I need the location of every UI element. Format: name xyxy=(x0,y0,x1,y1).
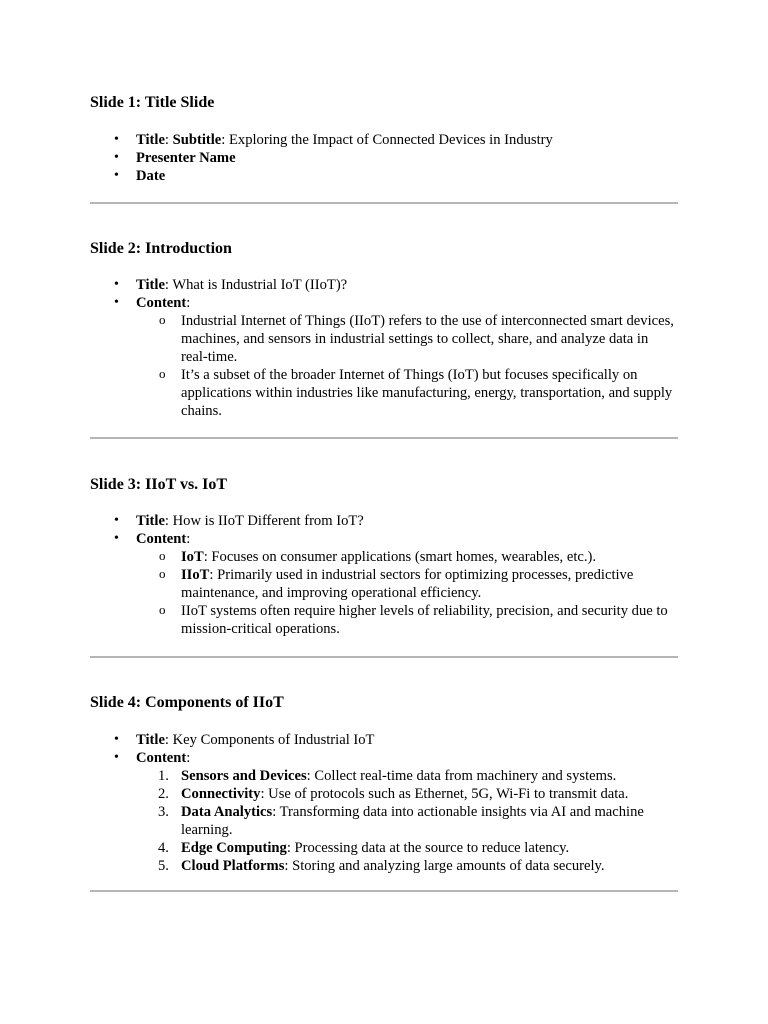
list-item: 1. Sensors and Devices: Collect real-time data from machinery and systems. xyxy=(158,768,617,784)
list-item: • Title: Subtitle: Exploring the Impact of Connected Devices in Industry xyxy=(90,131,678,149)
list-item: • Title: What is Industrial IoT (IIoT)? xyxy=(90,276,678,294)
list-item: • Content: o Industrial Internet of Things (IIoT) refers to the use of interconnected smart devices, machines, and sensors in industrial settings to collect, share, and analyze data in real-time. o It’s a subset of the broader Internet of Things (IoT) but focuses specifically on applications within industries like manufacturing, energy, transportation, and supply chains. xyxy=(90,294,678,420)
slide-1-heading: Slide 1: Title Slide xyxy=(90,94,215,111)
slide-2-section xyxy=(90,239,678,259)
slide-2-heading: Slide 2: Introduction xyxy=(90,240,232,257)
list-item: o Industrial Internet of Things (IIoT) refers to the use of interconnected smart devices, machines, and sensors in industrial settings to collect, share, and analyze data in real-time. xyxy=(136,312,678,366)
slide-3-bullets xyxy=(90,512,678,638)
slide-2-subitems xyxy=(136,312,678,420)
slide-3-heading: Slide 3: IIoT vs. IoT xyxy=(90,476,228,493)
slide-4-numbered-list xyxy=(136,767,678,875)
slide-1-section xyxy=(90,93,678,113)
list-item: o It’s a subset of the broader Internet of Things (IoT) but focuses specifically on applications within industries like manufacturing, energy, transportation, and supply chains. xyxy=(136,366,678,420)
list-item: 2. Connectivity: Use of protocols such as Ethernet, 5G, Wi-Fi to transmit data. xyxy=(158,786,629,802)
slide-1-bullets xyxy=(90,131,678,185)
divider xyxy=(90,890,678,892)
list-item: o IIoT: Primarily used in industrial sectors for optimizing processes, predictive maintenance, and improving operational efficiency. xyxy=(136,566,678,602)
list-item: • Date xyxy=(90,167,678,185)
slide-2-bullets xyxy=(90,276,678,420)
slide-3-section xyxy=(90,475,678,495)
list-item: 4. Edge Computing: Processing data at the source to reduce latency. xyxy=(158,840,570,856)
list-item: o IIoT systems often require higher levels of reliability, precision, and security due to mission-critical operations. xyxy=(136,602,678,638)
divider xyxy=(90,437,678,439)
slide-3-subitems xyxy=(136,548,678,638)
slide-4-section xyxy=(90,693,678,713)
list-item: • Title: Key Components of Industrial IoT xyxy=(90,731,678,749)
list-item: • Title: How is IIoT Different from IoT? xyxy=(90,512,678,530)
list-item: • Content: o IoT: Focuses on consumer applications (smart homes, wearables, etc.). o IIoT: Primarily used in industrial sectors for optimizing processes, predictive maintenance, and improving operational efficiency. o IIoT systems often require higher levels of reliability, precision, and security due to mission-critical operations. xyxy=(90,530,678,638)
slide-4-bullets xyxy=(90,731,678,875)
list-item: 3. Data Analytics: Transforming data into actionable insights via AI and machine learning. xyxy=(158,804,644,838)
list-item: o IoT: Focuses on consumer applications (smart homes, wearables, etc.). xyxy=(136,548,678,566)
list-item: • Content: 1. Sensors and Devices: Collect real-time data from machinery and systems. 2. Connectivity: Use of protocols such as Ethernet, 5G, Wi-Fi to transmit data. 3. Data Analytics: Transforming data into actionable insights via AI and machine learning. 4. Edge Computing: Processing data at the source to reduce latency. 5. Cloud Platforms: Storing and analyzing large amounts of data securely. xyxy=(90,749,678,875)
divider xyxy=(90,202,678,204)
list-item: • Presenter Name xyxy=(90,149,678,167)
slide-4-heading: Slide 4: Components of IIoT xyxy=(90,694,284,711)
divider xyxy=(90,656,678,658)
list-item: 5. Cloud Platforms: Storing and analyzing large amounts of data securely. xyxy=(158,858,605,874)
